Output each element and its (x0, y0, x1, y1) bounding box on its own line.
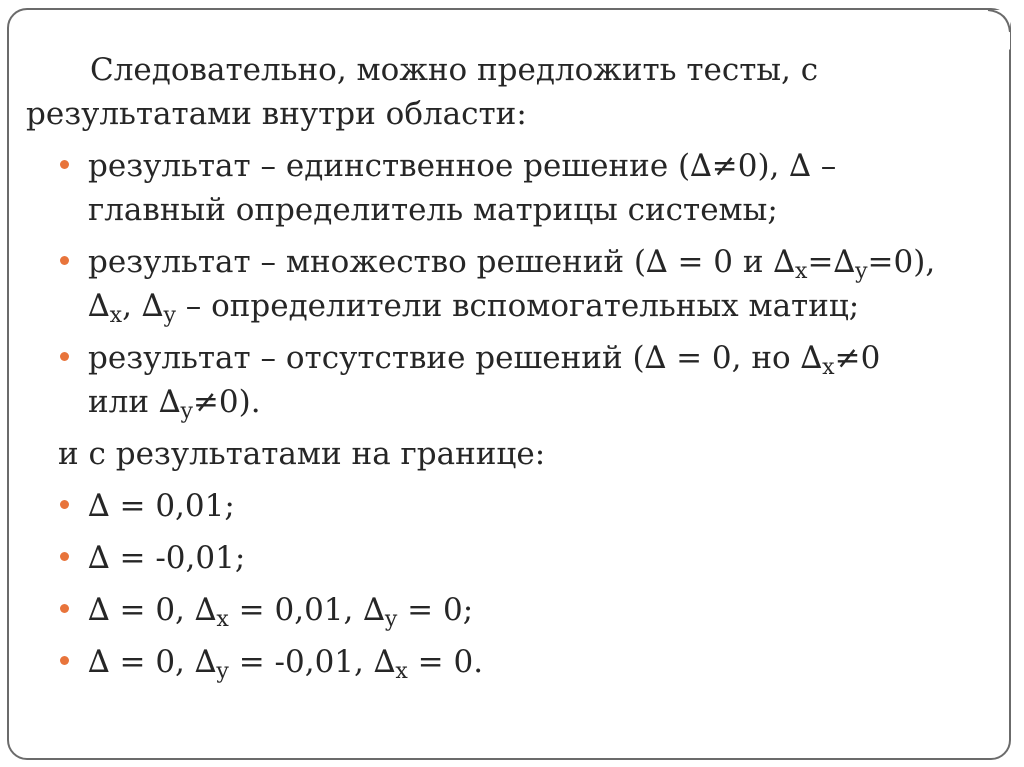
inner-bullet-2-line-2: $\Delta_x$, $\Delta_y$ – определители вспомогательных матиц; (88, 288, 860, 328)
boundary-bullet-3-text: ∆ = 0, $\Delta_x = 0,01$, $\Delta_y = 0$; (88, 592, 474, 632)
intro-line-2: результатами внутри области: (26, 96, 527, 132)
bullet-dot-icon (60, 604, 69, 613)
inner-bullet-2 (58, 240, 988, 328)
inner-bullet-3-line-1: результат – отсутствие решений (∆ = 0, но $\Delta_x\ne 0$ (88, 340, 881, 380)
boundary-bullet-4-text: ∆ = 0, $\Delta_y = -0,01$, $\Delta_x = 0$. (88, 644, 484, 684)
bullet-dot-icon (60, 552, 69, 561)
boundary-bullet-1 (58, 484, 988, 528)
boundary-bullet-2 (58, 536, 988, 580)
bullet-dot-icon (60, 256, 69, 265)
boundary-bullet-1-text: ∆ = 0,01; (88, 488, 235, 524)
bullet-dot-icon (60, 160, 69, 169)
boundary-bullet-2-text: ∆ = -0,01; (88, 540, 246, 576)
boundary-bullet-3 (58, 588, 988, 632)
inner-bullet-1-line-2: главный определитель матрицы системы; (88, 192, 778, 228)
inner-bullet-2-line-1: результат – множество решений (∆ = 0 и $\Delta_x=\Delta_y=0$), (88, 244, 936, 284)
page-curl-icon (968, 8, 1012, 52)
inner-bullet-1-line-1: результат – единственное решение (∆≠0), ∆ – (88, 148, 837, 184)
inner-bullet-3-line-2: или $\Delta_y\ne 0$). (88, 384, 261, 424)
boundary-bullet-4 (58, 640, 988, 684)
bullet-dot-icon (60, 500, 69, 509)
intro-paragraph (26, 48, 988, 136)
intro-line-1: Следовательно, можно предложить тесты, с (90, 52, 819, 88)
inner-bullet-3 (58, 336, 988, 424)
boundary-intro: и с результатами на границе: (58, 436, 546, 472)
bullet-dot-icon (60, 656, 69, 665)
slide-body (26, 48, 988, 692)
bullet-dot-icon (60, 352, 69, 361)
inner-bullet-1 (58, 144, 988, 232)
